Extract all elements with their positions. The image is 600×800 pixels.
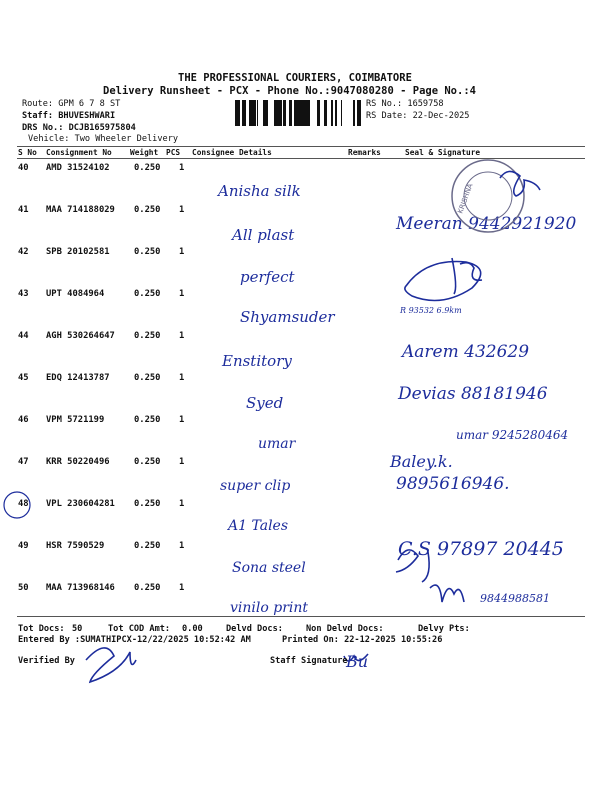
delvy-pts-label: Delvy Pts: xyxy=(418,624,470,634)
hand-signature-41: Meeran 9442921920 xyxy=(396,214,577,234)
row-weight: 0.250 xyxy=(134,499,161,509)
hand-consignee-50: Sona steel xyxy=(232,560,306,576)
hand-signature-47: Baley.k. xyxy=(390,452,453,471)
row-sno: 43 xyxy=(18,289,29,299)
row-pcs: 1 xyxy=(179,331,185,341)
row-sno: 41 xyxy=(18,205,29,215)
row-weight: 0.250 xyxy=(134,247,161,257)
row-pcs: 1 xyxy=(179,373,185,383)
row-sno: 45 xyxy=(18,373,29,383)
row-consignment-no: SPB 20102581 xyxy=(46,247,110,257)
row-consignment-no: KRR 50220496 xyxy=(46,457,110,467)
hand-consignee-44: Enstitory xyxy=(222,352,292,370)
col-consignment: Consignment No xyxy=(46,148,112,157)
row-pcs: 1 xyxy=(179,163,185,173)
company-title: THE PROFESSIONAL COURIERS, COIMBATORE xyxy=(178,72,412,84)
entered-by: Entered By :SUMATHIPCX-12/22/2025 10:52:42 AM xyxy=(18,635,251,645)
hand-consignee-48: super clip xyxy=(220,478,291,494)
staff-label: Staff: BHUVESHWARI xyxy=(22,111,116,121)
hand-consignee-40: Anisha silk xyxy=(218,182,301,200)
row-consignment-no: AGH 530264647 xyxy=(46,331,115,341)
col-seal-signature: Seal & Signature xyxy=(405,148,481,157)
row-consignment-no: MAA 714188029 xyxy=(46,205,115,215)
hand-signature-48: 9895616946. xyxy=(396,474,510,494)
tot-docs-label: Tot Docs: xyxy=(18,624,65,634)
hand-signature-43: R 93532 6.9km xyxy=(400,306,462,315)
tot-docs-value: 50 xyxy=(72,624,83,634)
row-sno: 42 xyxy=(18,247,29,257)
row-consignment-no: EDQ 12413787 xyxy=(46,373,110,383)
rs-number: RS No.: 1659758 xyxy=(366,99,444,109)
hand-consignee-45: Syed xyxy=(246,394,284,412)
tot-cod-label: Tot COD Amt: xyxy=(108,624,171,634)
staff-signature-label: Staff Signature xyxy=(270,656,348,666)
row-weight: 0.250 xyxy=(134,457,161,467)
col-consignee: Consignee Details xyxy=(192,148,272,157)
row-pcs: 1 xyxy=(179,205,185,215)
row-weight: 0.250 xyxy=(134,583,161,593)
route-label: Route: GPM 6 7 8 ST xyxy=(22,99,121,109)
hand-consignee-41: All plast xyxy=(232,226,295,244)
row-weight: 0.250 xyxy=(134,205,161,215)
row-consignment-no: AMD 31524102 xyxy=(46,163,110,173)
rs-date: RS Date: 22-Dec-2025 xyxy=(366,111,470,121)
row-sno: 46 xyxy=(18,415,29,425)
row-pcs: 1 xyxy=(179,289,185,299)
verified-by-label: Verified By xyxy=(18,656,75,666)
hand-consignee-49: A1 Tales xyxy=(228,518,289,534)
row-sno: 49 xyxy=(18,541,29,551)
drs-label: DRS No.: DCJB165975804 xyxy=(22,123,136,133)
row-sno: 40 xyxy=(18,163,29,173)
row-pcs: 1 xyxy=(179,415,185,425)
row-pcs: 1 xyxy=(179,457,185,467)
svg-text:KRISHNA: KRISHNA xyxy=(456,182,475,215)
row-pcs: 1 xyxy=(179,541,185,551)
row-pcs: 1 xyxy=(179,583,185,593)
col-sno: S No xyxy=(18,148,37,157)
hand-consignee-43: Shyamsuder xyxy=(240,308,335,326)
non-delvd-docs-label: Non Delvd Docs: xyxy=(306,624,384,634)
runsheet-title: Delivery Runsheet - PCX - Phone No.:9047080280 - Page No.:4 xyxy=(103,85,476,97)
row-consignment-no: MAA 713968146 xyxy=(46,583,115,593)
vehicle-label: Vehicle: Two Wheeler Delivery xyxy=(28,134,179,144)
col-pcs: PCS xyxy=(166,148,181,157)
row-weight: 0.250 xyxy=(134,163,161,173)
tot-cod-value: 0.00 xyxy=(182,624,203,634)
row-sno: 48 xyxy=(18,499,29,509)
hand-consignee-42: perfect xyxy=(240,268,295,286)
hand-consignee-46: umar xyxy=(258,436,296,452)
row-sno: 44 xyxy=(18,331,29,341)
row-sno: 47 xyxy=(18,457,29,467)
row-weight: 0.250 xyxy=(134,331,161,341)
row-weight: 0.250 xyxy=(134,373,161,383)
col-remarks: Remarks xyxy=(348,148,381,157)
staff-signature-hand: Bu xyxy=(346,652,369,671)
col-weight: Weight xyxy=(130,148,159,157)
printed-on: Printed On: 22-12-2025 10:55:26 xyxy=(282,635,443,645)
hand-signature-46: umar 9245280464 xyxy=(456,428,569,442)
hand-signature-44: Aarem 432629 xyxy=(402,342,530,362)
row-consignment-no: UPT 4084964 xyxy=(46,289,105,299)
footer-rule xyxy=(17,616,585,617)
hand-signature-50: 9844988581 xyxy=(480,592,550,605)
row-weight: 0.250 xyxy=(134,415,161,425)
row-weight: 0.250 xyxy=(134,289,161,299)
row-consignment-no: HSR 7590529 xyxy=(46,541,105,551)
hand-signature-49: C.S 97897 20445 xyxy=(398,538,564,560)
hand-signature-45: Devias 88181946 xyxy=(398,384,548,404)
row-pcs: 1 xyxy=(179,499,185,509)
row-pcs: 1 xyxy=(179,247,185,257)
row-consignment-no: VPM 5721199 xyxy=(46,415,105,425)
delvd-docs-label: Delvd Docs: xyxy=(226,624,283,634)
row-sno: 50 xyxy=(18,583,29,593)
hand-vinilo: vinilo print xyxy=(230,600,309,616)
row-weight: 0.250 xyxy=(134,541,161,551)
row-consignment-no: VPL 230604281 xyxy=(46,499,115,509)
